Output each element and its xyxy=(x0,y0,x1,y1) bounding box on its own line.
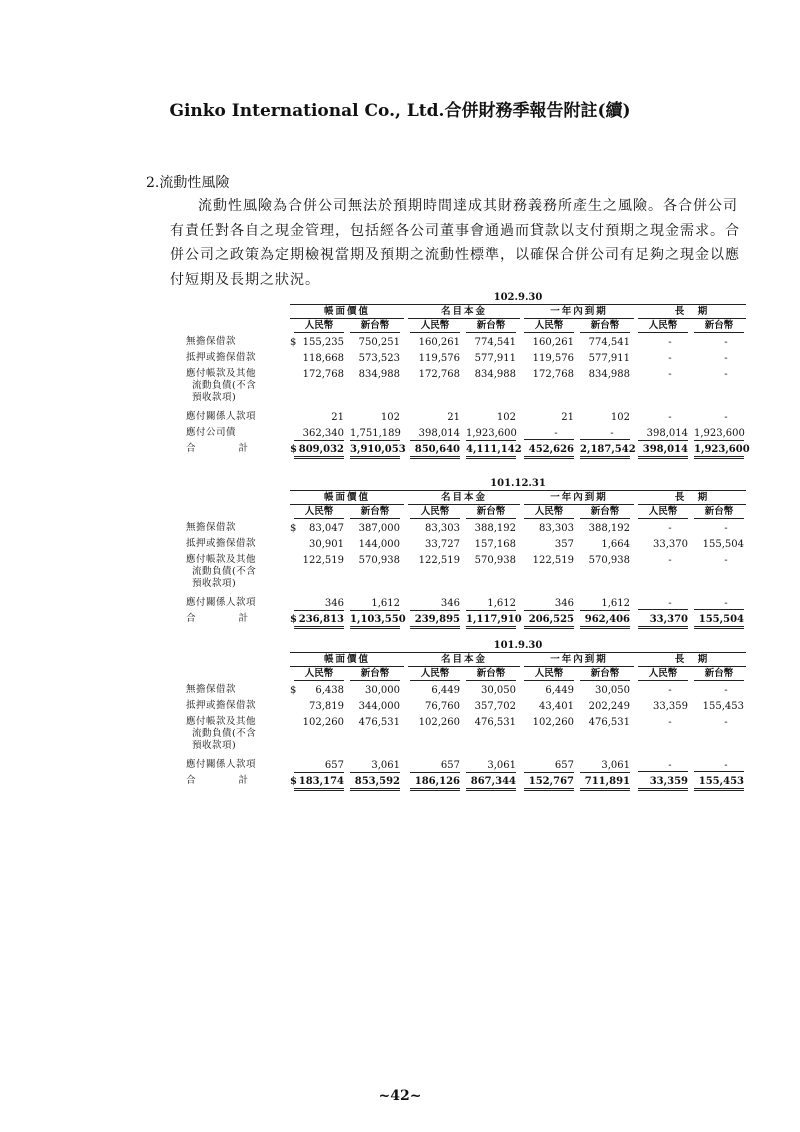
table-cell: - xyxy=(694,597,744,610)
table-cell: 387,000 xyxy=(358,523,400,534)
table-cell: 30,050 xyxy=(481,685,516,696)
currency-header: 人民幣 xyxy=(294,320,344,333)
table-cell: - xyxy=(724,353,728,364)
table-cell: 73,819 xyxy=(309,701,344,712)
table-cell: - xyxy=(668,369,672,380)
currency-header: 人民幣 xyxy=(410,668,460,681)
table-cell: 172,768 xyxy=(532,369,574,380)
table-cell: 33,359 xyxy=(653,701,688,712)
row-label: 無擔保借款 xyxy=(186,684,237,695)
currency-header: 人民幣 xyxy=(638,320,688,333)
table-cell: 834,988 xyxy=(474,369,516,380)
row-label: 抵押或擔保借款 xyxy=(186,352,257,363)
table-cell: 362,340 xyxy=(294,427,344,441)
table-cell: 6,438 xyxy=(315,685,344,696)
currency-symbol: $ xyxy=(290,776,297,787)
table-cell: 21 xyxy=(331,412,344,423)
table-cell: 33,370 xyxy=(638,613,688,629)
table-cell: 1,103,550 xyxy=(350,613,400,629)
table-cell: 4,111,142 xyxy=(466,443,516,459)
table-cell: 357,702 xyxy=(474,701,516,712)
table-cell: 570,938 xyxy=(474,555,516,566)
currency-header: 人民幣 xyxy=(410,506,460,519)
column-group-header: 名目本金 xyxy=(408,654,520,667)
column-group-header: 名目本金 xyxy=(408,306,520,319)
table-cell: 398,014 xyxy=(638,443,688,459)
table-cell: - xyxy=(694,759,744,772)
table-cell: 573,523 xyxy=(358,353,400,364)
currency-header: 新台幣 xyxy=(466,320,516,333)
row-label: 流動負債(不含 xyxy=(192,566,257,577)
table-cell: 1,612 xyxy=(580,597,630,611)
table-cell: 346 xyxy=(524,597,574,611)
page-number: ~42~ xyxy=(378,1088,422,1104)
table-cell: 155,504 xyxy=(702,539,744,550)
table-cell: 809,032 xyxy=(294,443,344,459)
currency-header: 新台幣 xyxy=(694,506,744,519)
row-label: 預收款項) xyxy=(192,578,237,589)
currency-header: 新台幣 xyxy=(466,506,516,519)
table-cell: 3,910,053 xyxy=(350,443,400,459)
row-label: 無擔保借款 xyxy=(186,522,237,533)
table-cell: 476,531 xyxy=(474,717,516,728)
table-date: 102.9.30 xyxy=(290,292,746,305)
column-group-header: 帳面價值 xyxy=(290,306,404,319)
table-cell: 657 xyxy=(294,759,344,773)
table-cell: 172,768 xyxy=(418,369,460,380)
table-cell: 33,370 xyxy=(653,539,688,550)
table-cell: 239,895 xyxy=(410,613,460,629)
column-group-header: 長 期 xyxy=(638,654,746,667)
currency-header: 人民幣 xyxy=(638,506,688,519)
table-cell: 83,047 xyxy=(309,523,344,534)
table-cell: - xyxy=(724,369,728,380)
table-cell: 346 xyxy=(294,597,344,611)
table-cell: 853,592 xyxy=(350,775,400,791)
table-cell: 867,344 xyxy=(466,775,516,791)
table-cell: - xyxy=(724,555,728,566)
table-cell: 155,235 xyxy=(302,337,344,348)
table-cell: 1,923,600 xyxy=(466,428,517,439)
table-cell: - xyxy=(524,427,574,440)
table-cell: 3,061 xyxy=(466,759,516,773)
table-cell: 119,576 xyxy=(532,353,574,364)
currency-symbol: $ xyxy=(290,337,297,348)
table-cell: 102 xyxy=(496,412,516,423)
table-cell: - xyxy=(668,353,672,364)
table-cell: 172,768 xyxy=(302,369,344,380)
table-cell: - xyxy=(724,412,728,423)
currency-header: 新台幣 xyxy=(580,506,630,519)
table-cell: 118,668 xyxy=(302,353,344,364)
column-group-header: 長 期 xyxy=(638,306,746,319)
table-cell: 452,626 xyxy=(524,443,574,459)
table-cell: 30,050 xyxy=(595,685,630,696)
table-cell: 577,911 xyxy=(588,353,630,364)
liquidity-table-block xyxy=(186,292,750,474)
page-title: Ginko International Co., Ltd.合併財務季報告附註(續) xyxy=(169,101,631,121)
currency-symbol: $ xyxy=(290,614,297,625)
table-cell: 388,192 xyxy=(588,523,630,534)
table-cell: 357 xyxy=(554,539,574,550)
table-cell: - xyxy=(724,337,728,348)
table-cell: - xyxy=(668,555,672,566)
table-cell: 122,519 xyxy=(418,555,460,566)
table-cell: - xyxy=(580,427,630,440)
column-group-header: 帳面價值 xyxy=(290,492,404,505)
table-cell: 657 xyxy=(410,759,460,773)
table-cell: 1,923,600 xyxy=(694,428,745,439)
table-cell: 570,938 xyxy=(358,555,400,566)
table-cell: 1,751,189 xyxy=(350,428,401,439)
table-cell: 183,174 xyxy=(294,775,344,791)
currency-symbol: $ xyxy=(290,685,297,696)
table-cell: - xyxy=(668,685,672,696)
table-cell: 850,640 xyxy=(410,443,460,459)
table-cell: 102,260 xyxy=(532,717,574,728)
table-cell: - xyxy=(668,523,672,534)
table-cell: 476,531 xyxy=(358,717,400,728)
table-cell: 102 xyxy=(380,412,400,423)
table-cell: 962,406 xyxy=(580,613,630,629)
table-cell: 83,303 xyxy=(425,523,460,534)
table-cell: 834,988 xyxy=(588,369,630,380)
table-cell: 476,531 xyxy=(588,717,630,728)
row-label: 預收款項) xyxy=(192,392,237,403)
table-cell: 834,988 xyxy=(358,369,400,380)
table-cell: 346 xyxy=(410,597,460,611)
table-cell: 1,664 xyxy=(601,539,630,550)
table-cell: 2,187,542 xyxy=(580,443,630,459)
row-label: 應付帳款及其他 xyxy=(186,554,257,565)
table-cell: 398,014 xyxy=(638,427,688,441)
currency-header: 新台幣 xyxy=(466,668,516,681)
currency-header: 人民幣 xyxy=(524,506,574,519)
table-cell: 6,449 xyxy=(545,685,574,696)
table-cell: 102,260 xyxy=(302,717,344,728)
table-date: 101.12.31 xyxy=(290,478,746,491)
table-cell: 102,260 xyxy=(418,717,460,728)
table-cell: 186,126 xyxy=(410,775,460,791)
table-cell: 21 xyxy=(447,412,460,423)
liquidity-table-block xyxy=(186,478,746,638)
currency-header: 新台幣 xyxy=(580,320,630,333)
table-cell: - xyxy=(638,759,688,772)
row-label: 抵押或擔保借款 xyxy=(186,538,257,549)
table-cell: 3,061 xyxy=(350,759,400,773)
table-cell: 21 xyxy=(561,412,574,423)
row-label: 合 計 xyxy=(186,775,257,786)
table-cell: 160,261 xyxy=(532,337,574,348)
table-cell: 577,911 xyxy=(474,353,516,364)
table-cell: 570,938 xyxy=(588,555,630,566)
row-label: 應付公司債 xyxy=(186,427,237,438)
row-label: 應付關係人款項 xyxy=(186,597,257,608)
currency-header: 人民幣 xyxy=(524,320,574,333)
table-cell: 1,612 xyxy=(466,597,516,611)
row-label: 應付帳款及其他 xyxy=(186,368,257,379)
table-cell: 657 xyxy=(524,759,574,773)
currency-header: 新台幣 xyxy=(350,320,400,333)
row-label: 合 計 xyxy=(186,613,257,624)
table-cell: 155,453 xyxy=(694,775,744,791)
currency-header: 新台幣 xyxy=(350,668,400,681)
table-date: 101.9.30 xyxy=(290,640,746,653)
row-label: 應付關係人款項 xyxy=(186,759,257,770)
table-cell: 711,891 xyxy=(580,775,630,791)
table-cell: 43,401 xyxy=(539,701,574,712)
table-cell: - xyxy=(638,597,688,610)
table-cell: 119,576 xyxy=(418,353,460,364)
table-cell: - xyxy=(724,685,728,696)
column-group-header: 名目本金 xyxy=(408,492,520,505)
table-cell: 206,525 xyxy=(524,613,574,629)
table-cell: 1,612 xyxy=(350,597,400,611)
table-cell: 122,519 xyxy=(302,555,344,566)
table-cell: 30,000 xyxy=(365,685,400,696)
currency-symbol: $ xyxy=(290,444,297,455)
table-cell: 6,449 xyxy=(431,685,460,696)
currency-header: 新台幣 xyxy=(694,320,744,333)
section-heading: 2.流動性風險 xyxy=(146,175,230,191)
table-cell: 344,000 xyxy=(358,701,400,712)
row-label: 預收款項) xyxy=(192,740,237,751)
table-cell: 155,453 xyxy=(702,701,744,712)
table-cell: 33,359 xyxy=(638,775,688,791)
table-cell: 76,760 xyxy=(425,701,460,712)
table-cell: 160,261 xyxy=(418,337,460,348)
table-cell: - xyxy=(668,717,672,728)
section-paragraph: 流動性風險為合併公司無法於預期時間達成其財務義務所產生之風險。各合併公司有責任對各自之現金管理，包括經各公司董事會通過而貸款以支付預期之現金需求。合併公司之政策為定期檢視當期及預期之流動性標準，以確保合併公司有足夠之現金以應付短期及長期之狀況。 xyxy=(170,198,740,288)
table-cell: 750,251 xyxy=(358,337,400,348)
table-cell: 30,901 xyxy=(309,539,344,550)
currency-symbol: $ xyxy=(290,523,297,534)
currency-header: 新台幣 xyxy=(694,668,744,681)
row-label: 流動負債(不含 xyxy=(192,728,257,739)
liquidity-table-block xyxy=(186,640,746,800)
table-cell: 155,504 xyxy=(694,613,744,629)
table-cell: 102 xyxy=(610,412,630,423)
table-cell: 398,014 xyxy=(410,427,460,441)
table-cell: - xyxy=(724,717,728,728)
column-group-header: 長 期 xyxy=(638,492,746,505)
row-label: 抵押或擔保借款 xyxy=(186,700,257,711)
table-cell: - xyxy=(668,412,672,423)
currency-header: 人民幣 xyxy=(294,668,344,681)
table-cell: 236,813 xyxy=(294,613,344,629)
column-group-header: 一年內到期 xyxy=(524,492,634,505)
table-cell: 144,000 xyxy=(358,539,400,550)
table-cell: 157,168 xyxy=(474,539,516,550)
table-cell: 1,923,600 xyxy=(694,443,744,459)
table-cell: 152,767 xyxy=(524,775,574,791)
table-cell: 122,519 xyxy=(532,555,574,566)
table-cell: 774,541 xyxy=(474,337,516,348)
row-label: 應付帳款及其他 xyxy=(186,716,257,727)
table-cell: - xyxy=(668,337,672,348)
table-cell: 33,727 xyxy=(425,539,460,550)
currency-header: 人民幣 xyxy=(294,506,344,519)
table-cell: 388,192 xyxy=(474,523,516,534)
row-label: 無擔保借款 xyxy=(186,336,237,347)
table-cell: 3,061 xyxy=(580,759,630,773)
table-cell: 1,117,910 xyxy=(466,613,516,629)
currency-header: 新台幣 xyxy=(350,506,400,519)
currency-header: 人民幣 xyxy=(410,320,460,333)
row-label: 流動負債(不含 xyxy=(192,380,257,391)
table-cell: 774,541 xyxy=(588,337,630,348)
column-group-header: 一年內到期 xyxy=(524,306,634,319)
currency-header: 新台幣 xyxy=(580,668,630,681)
currency-header: 人民幣 xyxy=(524,668,574,681)
table-cell: - xyxy=(724,523,728,534)
row-label: 應付關係人款項 xyxy=(186,411,257,422)
currency-header: 人民幣 xyxy=(638,668,688,681)
table-cell: 202,249 xyxy=(588,701,630,712)
column-group-header: 帳面價值 xyxy=(290,654,404,667)
row-label: 合 計 xyxy=(186,443,257,454)
column-group-header: 一年內到期 xyxy=(524,654,634,667)
table-cell: 83,303 xyxy=(539,523,574,534)
